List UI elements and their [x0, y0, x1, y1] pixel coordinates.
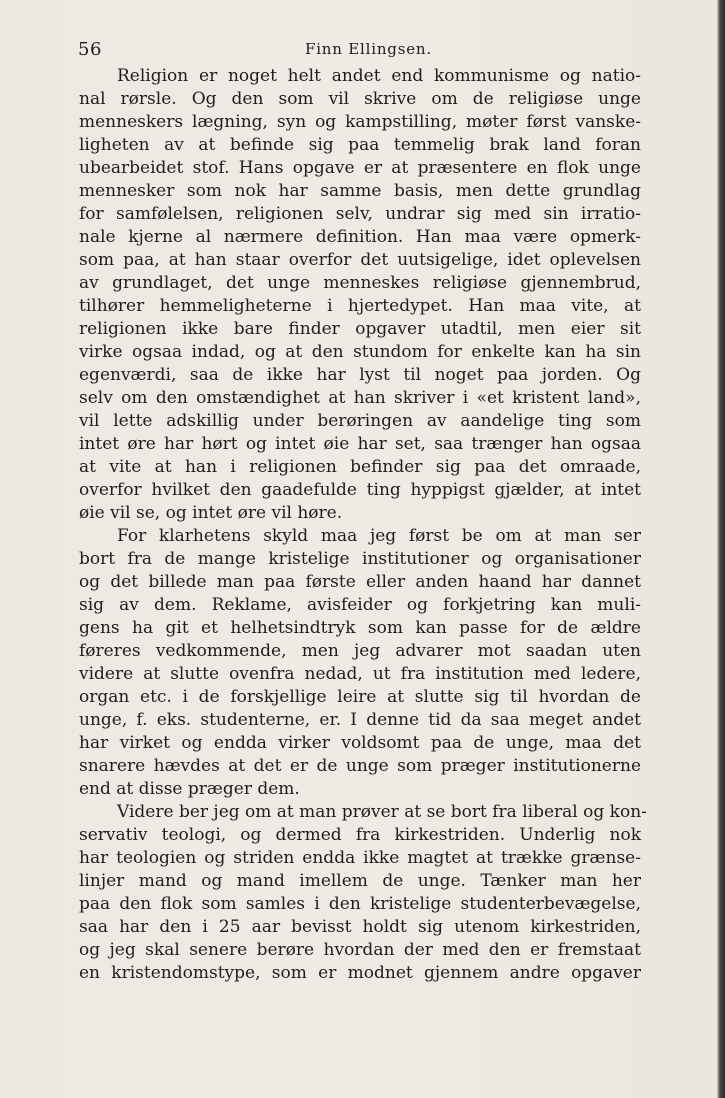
text-line: og det billede man paa første eller anden haand har dannet [79, 572, 641, 592]
text-line: virke ogsaa indad, og at den stundom for enkelte kan ha sin [79, 342, 641, 362]
text-line: religionen ikke bare finder opgaver utadtil, men eier sit [79, 319, 641, 339]
running-head: Finn Ellingsen. [305, 40, 432, 58]
text-line: unge, f. eks. studenterne, er. I denne tid da saa meget andet [79, 710, 641, 730]
text-line: servativ teologi, og dermed fra kirkestriden. Underlig nok [79, 825, 641, 845]
text-line: har virket og endda virker voldsomt paa de unge, maa det [79, 733, 641, 753]
body-text [79, 65, 647, 985]
text-line: ligheten av at befinde sig paa temmelig brak land foran [79, 135, 641, 155]
text-line: ubearbeidet stof. Hans opgave er at præsentere en flok unge [79, 158, 641, 178]
text-line: bort fra de mange kristelige institutioner og organisationer [79, 549, 641, 569]
page-edge-shadow [717, 0, 725, 1098]
text-line: egenværdi, saa de ikke har lyst til noget paa jorden. Og [79, 365, 641, 385]
text-line: For klarhetens skyld maa jeg først be om at man ser [117, 526, 641, 546]
text-line: intet øre har hørt og intet øie har set, saa trænger han ogsaa [79, 434, 641, 454]
page-number: 56 [78, 39, 102, 60]
text-line: saa har den i 25 aar bevisst holdt sig utenom kirkestriden, [79, 917, 641, 937]
text-line: for samfølelsen, religionen selv, undrar sig med sin irratio- [79, 204, 641, 224]
text-line: har teologien og striden endda ikke magtet at trække grænse- [79, 848, 641, 868]
text-line: snarere hævdes at det er de unge som præger institutionerne [79, 756, 641, 776]
text-line: selv om den omstændighet at han skriver i «et kristent land», [79, 388, 641, 408]
text-line: paa den flok som samles i den kristelige studenterbevægelse, [79, 894, 641, 914]
text-line: menneskers lægning, syn og kampstilling, møter først vanske- [79, 112, 641, 132]
text-line: gens ha git et helhetsindtryk som kan passe for de ældre [79, 618, 641, 638]
text-line: end at disse præger dem. [79, 779, 300, 799]
text-line: av grundlaget, det unge menneskes religiøse gjennembrud, [79, 273, 641, 293]
text-line: at vite at han i religionen befinder sig paa det omraade, [79, 457, 641, 477]
text-line: linjer mand og mand imellem de unge. Tænker man her [79, 871, 641, 891]
text-line: føreres vedkommende, men jeg advarer mot saadan uten [79, 641, 641, 661]
text-line: Religion er noget helt andet end kommunisme og natio- [117, 66, 641, 86]
text-line: Videre ber jeg om at man prøver at se bort fra liberal og kon- [117, 802, 647, 822]
text-line: nal rørsle. Og den som vil skrive om de religiøse unge [79, 89, 641, 109]
text-line: mennesker som nok har samme basis, men dette grundlag [79, 181, 641, 201]
text-line: øie vil se, og intet øre vil høre. [79, 503, 343, 523]
text-line: tilhører hemmeligheterne i hjertedypet. Han maa vite, at [79, 296, 641, 316]
text-line: vil lette adskillig under berøringen av aandelige ting som [79, 411, 641, 431]
text-line: videre at slutte ovenfra nedad, ut fra institution med ledere, [79, 664, 641, 684]
text-line: overfor hvilket den gaadefulde ting hyppigst gjælder, at intet [79, 480, 641, 500]
text-line: en kristendomstype, som er modnet gjennem andre opgaver [79, 963, 641, 983]
page-header [78, 39, 648, 67]
text-line: som paa, at han staar overfor det uutsigelige, idet oplevelsen [79, 250, 641, 270]
text-line: sig av dem. Reklame, avisfeider og forkjetring kan muli- [79, 595, 641, 615]
text-line: og jeg skal senere berøre hvordan der med den er fremstaat [79, 940, 641, 960]
text-line: nale kjerne al nærmere definition. Han maa være opmerk- [79, 227, 641, 247]
text-line: organ etc. i de forskjellige leire at slutte sig til hvordan de [79, 687, 641, 707]
